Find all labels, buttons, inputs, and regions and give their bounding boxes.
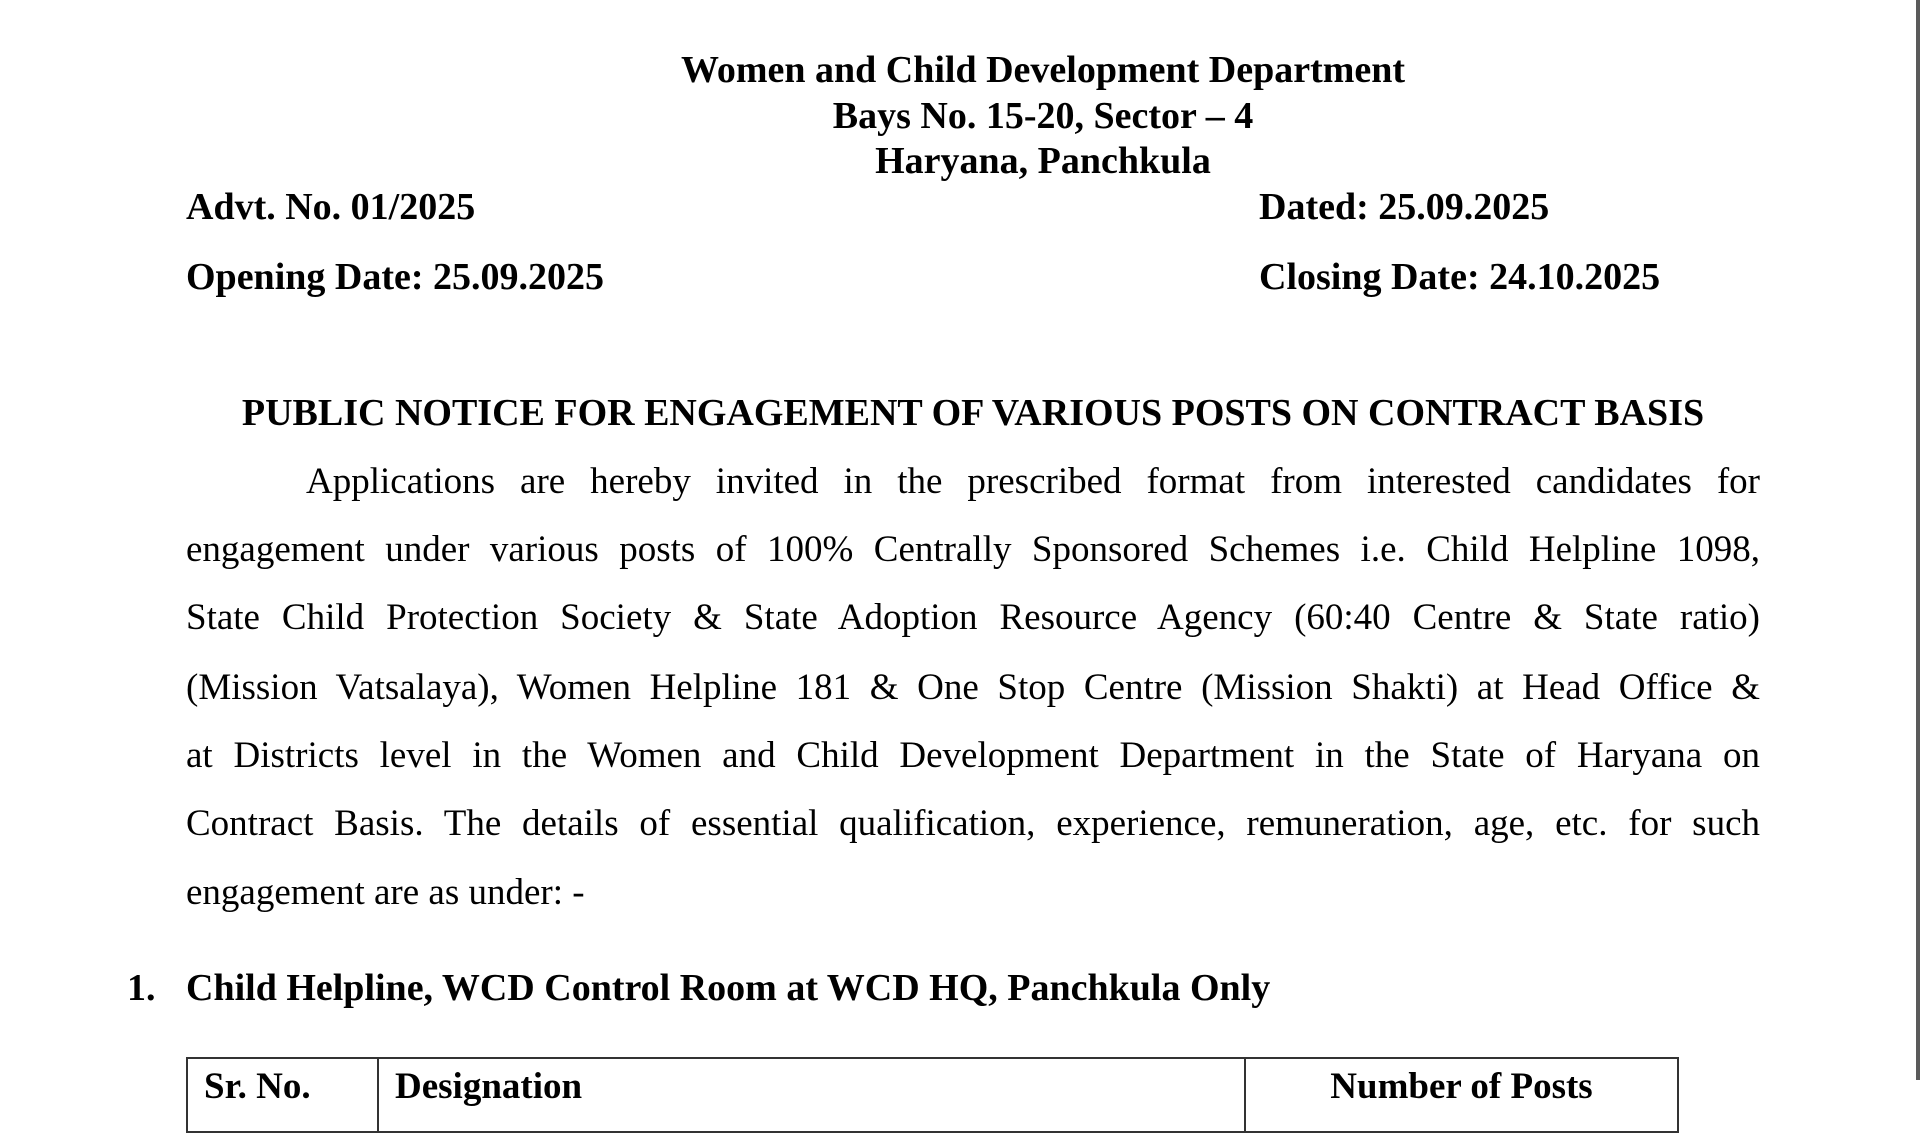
column-header-sr-no: Sr. No. bbox=[187, 1058, 378, 1132]
posts-table bbox=[186, 1057, 1679, 1133]
department-location: Haryana, Panchkula bbox=[875, 140, 1211, 182]
paragraph-line: Contract Basis. The details of essential qualification, experience, remuneration, age, etc. for such bbox=[186, 803, 1760, 844]
table-header-row bbox=[187, 1058, 1678, 1132]
closing-date: Closing Date: 24.10.2025 bbox=[1259, 256, 1661, 298]
paragraph-line: (Mission Vatsalaya), Women Helpline 181 & One Stop Centre (Mission Shakti) at Head Office & bbox=[186, 667, 1760, 708]
column-header-number-of-posts: Number of Posts bbox=[1245, 1058, 1678, 1132]
section-number: 1. bbox=[127, 967, 156, 1009]
column-header-designation: Designation bbox=[378, 1058, 1245, 1132]
department-address: Bays No. 15-20, Sector – 4 bbox=[832, 95, 1254, 137]
paragraph-line: engagement are as under: - bbox=[186, 872, 585, 913]
paragraph-line: engagement under various posts of 100% Centrally Sponsored Schemes i.e. Child Helpline 1098, bbox=[186, 529, 1760, 570]
paragraph-line: State Child Protection Society & State Adoption Resource Agency (60:40 Centre & State ratio) bbox=[186, 597, 1760, 638]
paragraph-line: Applications are hereby invited in the prescribed format from interested candidates for bbox=[306, 461, 1760, 502]
notice-title: PUBLIC NOTICE FOR ENGAGEMENT OF VARIOUS POSTS ON CONTRACT BASIS bbox=[241, 392, 1705, 434]
opening-date: Opening Date: 25.09.2025 bbox=[186, 256, 604, 298]
advertisement-number: Advt. No. 01/2025 bbox=[186, 186, 476, 228]
paragraph-line: at Districts level in the Women and Child Development Department in the State of Haryana on bbox=[186, 735, 1760, 776]
department-name: Women and Child Development Department bbox=[680, 49, 1406, 91]
section-heading: Child Helpline, WCD Control Room at WCD HQ, Panchkula Only bbox=[186, 967, 1271, 1009]
page-border bbox=[1916, 0, 1920, 1080]
dated: Dated: 25.09.2025 bbox=[1259, 186, 1550, 228]
